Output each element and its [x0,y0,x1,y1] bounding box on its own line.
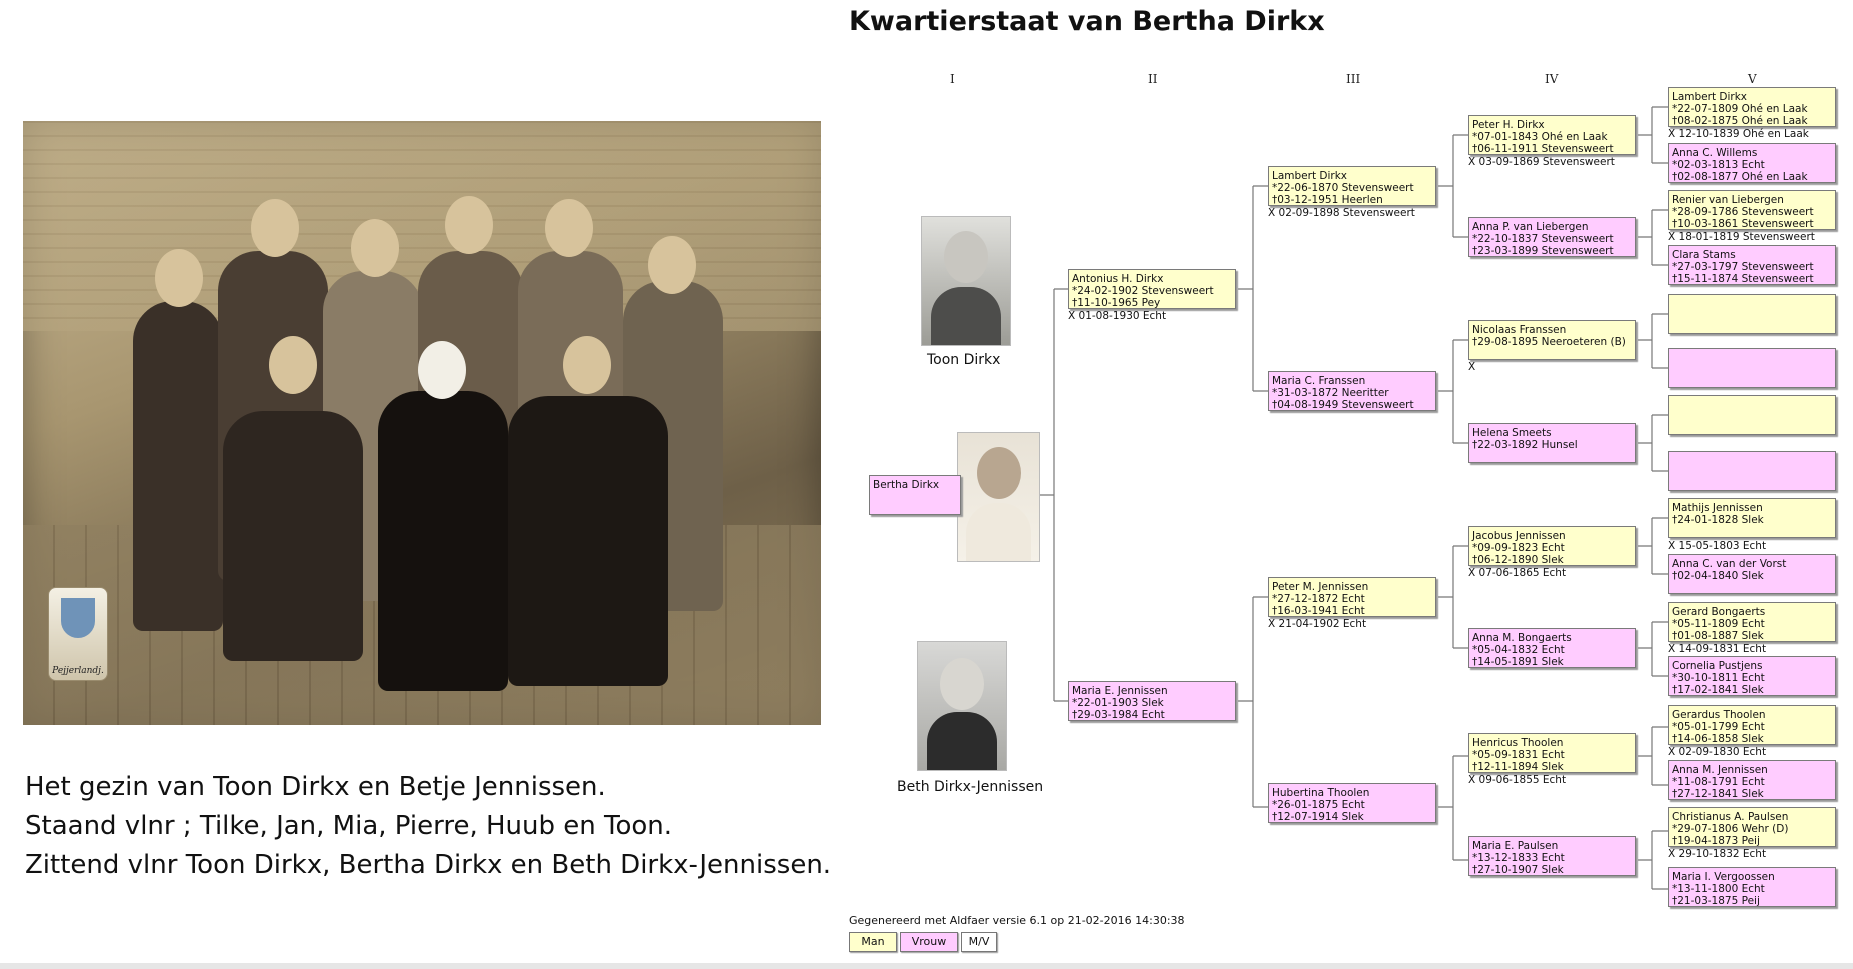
person-detail: †14-05-1891 Slek [1472,656,1564,668]
person-detail: *13-12-1833 Echt [1472,852,1565,864]
chart-title: Kwartierstaat van Bertha Dirkx [849,6,1325,37]
person-name: Peter M. Jennissen [1272,581,1369,593]
person-box-gen5 [1668,807,1836,847]
portrait-label-toon-dirkx: Toon Dirkx [927,352,1001,368]
person-detail: *05-09-1831 Echt [1472,749,1565,761]
person-detail: *02-03-1813 Echt [1672,159,1765,171]
generation-label-2: II [1148,72,1158,86]
generation-label-5: V [1748,72,1757,86]
portrait-beth-dirkx-jennissen [917,641,1007,771]
person-box-gen4 [1468,628,1636,668]
legend-vrouw: Vrouw [900,932,958,952]
person-box-gen3 [1268,577,1436,617]
person-detail: *22-01-1903 Slek [1072,697,1164,709]
person-box-gen5 [1668,602,1836,642]
portrait-label-beth-dirkx-jennissen: Beth Dirkx-Jennissen [897,779,1044,795]
person-box-gen3 [1268,783,1436,823]
person-detail: *28-09-1786 Stevensweert [1672,206,1814,218]
person-detail: †27-10-1907 Slek [1472,864,1564,876]
person-box-gen4 [1468,526,1636,566]
marriage-record: X 09-06-1855 Echt [1468,774,1567,786]
person-box-gen5 [1668,867,1836,907]
person-detail: †17-02-1841 Slek [1672,684,1764,696]
person-box-gen4 [1468,320,1636,360]
photo-caption-line-3: Zittend vlnr Toon Dirkx, Bertha Dirkx en Beth Dirkx-Jennissen. [25,850,832,880]
person-box-gen5 [1668,143,1836,183]
person-box-gen4 [1468,423,1636,463]
person-name: Lambert Dirkx [1272,170,1348,182]
person-name: Renier van Liebergen [1672,194,1784,206]
person-name: Jacobus Jennissen [1472,530,1566,542]
marriage-record: X 02-09-1830 Echt [1668,746,1767,758]
person-box-gen5 [1668,760,1836,800]
person-detail: †27-12-1841 Slek [1672,788,1764,800]
person-name: Anna M. Jennissen [1672,764,1768,776]
person-box-gen3 [1268,371,1436,411]
person-box-gen5 [1668,705,1836,745]
marriage-record: X 18-01-1819 Stevensweert [1668,231,1815,243]
marriage-record: X [1468,361,1476,373]
person-detail: *05-01-1799 Echt [1672,721,1765,733]
portrait-toon-dirkx [921,216,1011,346]
person-name: Lambert Dirkx [1672,91,1748,103]
person-detail: *07-01-1843 Ohé en Laak [1472,131,1608,143]
person-detail: *05-11-1809 Echt [1672,618,1765,630]
person-detail: *05-04-1832 Echt [1472,644,1565,656]
person-detail: †01-08-1887 Slek [1672,630,1764,642]
person-name: Bertha Dirkx [873,479,940,491]
legend-mv: M/V [961,932,997,952]
person-detail: *29-07-1806 Wehr (D) [1672,823,1789,835]
person-detail: †15-11-1874 Stevensweert [1672,273,1814,285]
person-detail: †06-11-1911 Stevensweert [1472,143,1614,155]
person-detail: †29-08-1895 Neeroeteren (B) [1472,336,1626,348]
person-detail: †21-03-1875 Peij [1672,895,1760,907]
person-box-gen5 [1668,294,1836,334]
person-detail: †19-04-1873 Peij [1672,835,1760,847]
marriage-record: X 15-05-1803 Echt [1668,540,1767,552]
marriage-record: X 07-06-1865 Echt [1468,567,1567,579]
marriage-record: X 21-04-1902 Echt [1268,618,1367,630]
person-detail: †02-08-1877 Ohé en Laak [1672,171,1808,183]
person-detail: †22-03-1892 Hunsel [1472,439,1578,451]
person-detail: †14-06-1858 Slek [1672,733,1764,745]
generation-label-3: III [1346,72,1361,86]
photo-caption-line-1: Het gezin van Toon Dirkx en Betje Jennissen. [25,772,606,802]
person-name: Anna M. Bongaerts [1472,632,1572,644]
generation-label-1: I [950,72,955,86]
person-detail: †04-08-1949 Stevensweert [1272,399,1414,411]
generated-footer: Gegenereerd met Aldfaer versie 6.1 op 21-02-2016 14:30:38 [849,914,1185,927]
person-name: Anna C. Willems [1672,147,1758,159]
marriage-record: X 12-10-1839 Ohé en Laak [1668,128,1809,140]
page-bottom-bar [0,963,1853,969]
person-name: Helena Smeets [1472,427,1552,439]
person-box-gen1 [869,475,961,515]
person-detail: †03-12-1951 Heerlen [1272,194,1383,206]
person-detail: *09-09-1823 Echt [1472,542,1565,554]
person-box-gen3 [1268,166,1436,206]
person-name: Henricus Thoolen [1472,737,1564,749]
person-box-gen2 [1068,681,1236,721]
person-box-gen4 [1468,217,1636,257]
person-name: Hubertina Thoolen [1272,787,1370,799]
person-detail: †16-03-1941 Echt [1272,605,1365,617]
person-detail: *26-01-1875 Echt [1272,799,1365,811]
person-detail: †24-01-1828 Slek [1672,514,1764,526]
person-name: Nicolaas Franssen [1472,324,1567,336]
person-name: Maria E. Paulsen [1472,840,1559,852]
person-name: Clara Stams [1672,249,1736,261]
person-box-gen5 [1668,245,1836,285]
person-detail: *27-12-1872 Echt [1272,593,1365,605]
person-box-gen5 [1668,451,1836,491]
person-name: Gerardus Thoolen [1672,709,1766,721]
person-detail: *27-03-1797 Stevensweert [1672,261,1814,273]
person-box-gen2 [1068,269,1236,309]
person-detail: †08-02-1875 Ohé en Laak [1672,115,1808,127]
person-detail: *22-06-1870 Stevensweert [1272,182,1414,194]
person-detail: *24-02-1902 Stevensweert [1072,285,1214,297]
person-name: Mathijs Jennissen [1672,502,1763,514]
person-box-gen5 [1668,395,1836,435]
marriage-record: X 02-09-1898 Stevensweert [1268,207,1415,219]
portrait-bertha-dirkx [957,432,1040,562]
person-box-gen5 [1668,656,1836,696]
person-detail: †10-03-1861 Stevensweert [1672,218,1814,230]
marriage-record: X 29-10-1832 Echt [1668,848,1767,860]
crest-label: Pejjerlandj. [52,666,104,676]
person-name: Maria I. Vergoossen [1672,871,1775,883]
person-box-gen5 [1668,554,1836,594]
person-detail: †29-03-1984 Echt [1072,709,1165,721]
person-detail: *22-07-1809 Ohé en Laak [1672,103,1808,115]
person-detail: *22-10-1837 Stevensweert [1472,233,1614,245]
person-detail: *11-08-1791 Echt [1672,776,1765,788]
person-box-gen5 [1668,348,1836,388]
person-name: Anna C. van der Vorst [1672,558,1787,570]
person-name: Antonius H. Dirkx [1072,273,1164,285]
person-box-gen5 [1668,498,1836,538]
person-name: Cornelia Pustjens [1672,660,1763,672]
legend-man: Man [849,932,897,952]
person-name: Gerard Bongaerts [1672,606,1766,618]
person-box-gen5 [1668,87,1836,127]
generation-label-4: IV [1545,72,1559,86]
person-detail: †12-11-1894 Slek [1472,761,1564,773]
person-box-gen4 [1468,836,1636,876]
person-box-gen4 [1468,733,1636,773]
marriage-record: X 03-09-1869 Stevensweert [1468,156,1615,168]
marriage-record: X 01-08-1930 Echt [1068,310,1167,322]
person-name: Anna P. van Liebergen [1472,221,1589,233]
photo-caption-line-2: Staand vlnr ; Tilke, Jan, Mia, Pierre, Huub en Toon. [25,811,673,841]
person-box-gen5 [1668,190,1836,230]
person-detail: †02-04-1840 Slek [1672,570,1764,582]
person-name: Maria E. Jennissen [1072,685,1168,697]
person-detail: †23-03-1899 Stevensweert [1472,245,1614,257]
person-detail: †06-12-1890 Slek [1472,554,1564,566]
marriage-record: X 14-09-1831 Echt [1668,643,1767,655]
person-detail: †12-07-1914 Slek [1272,811,1364,823]
person-detail: *30-10-1811 Echt [1672,672,1765,684]
person-name: Maria C. Franssen [1272,375,1366,387]
person-name: Christianus A. Paulsen [1672,811,1789,823]
person-detail: *13-11-1800 Echt [1672,883,1765,895]
person-detail: †11-10-1965 Pey [1072,297,1161,309]
person-detail: *31-03-1872 Neeritter [1272,387,1389,399]
person-box-gen4 [1468,115,1636,155]
person-name: Peter H. Dirkx [1472,119,1545,131]
